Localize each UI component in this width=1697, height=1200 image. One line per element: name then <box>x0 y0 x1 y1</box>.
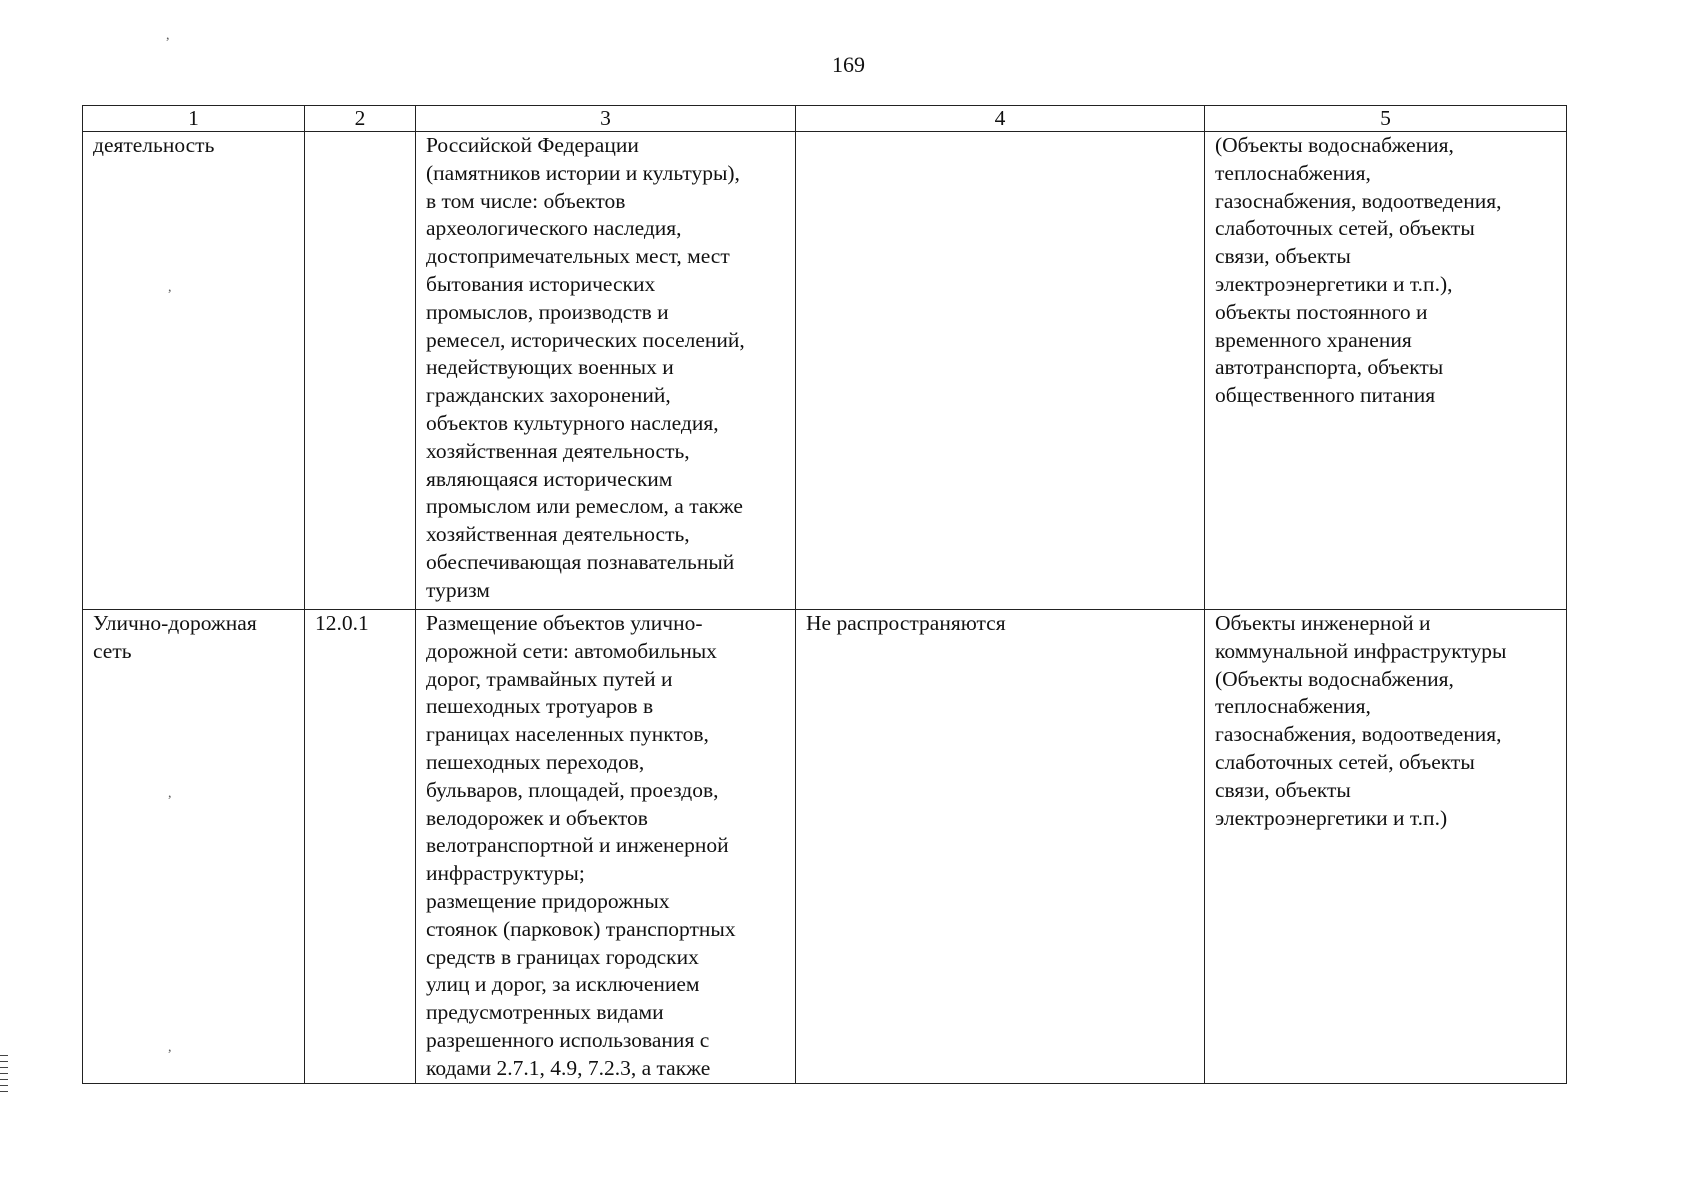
description-cell <box>416 132 796 610</box>
objects-text: (Объекты водоснабжения, теплоснабжения, газоснабжения, водоотведения, слаботочных сетей, объекты связи, объекты электроэнергетики и т.п.), объекты постоянного и временного хранения автотранспорта, объекты общественного питания <box>1215 133 1502 408</box>
objects-cell <box>1205 610 1567 1084</box>
table-row <box>83 610 1567 1084</box>
parameters-text: Не распространяются <box>806 611 1006 635</box>
header-cell-4: 4 <box>796 106 1205 132</box>
objects-text: Объекты инженерной и коммунальной инфраструктуры (Объекты водоснабжения, теплоснабжения, газоснабжения, водоотведения, слаботочных сетей, объекты связи, объекты электроэнергетики и т.п.) <box>1215 611 1507 830</box>
header-cell-2: 2 <box>305 106 416 132</box>
parameters-cell <box>796 610 1205 1084</box>
scan-speck: , <box>168 280 172 295</box>
header-cell-1: 1 <box>83 106 305 132</box>
activity-name-cell <box>83 610 305 1084</box>
activity-name-text: деятельность <box>93 133 215 157</box>
table-row <box>83 132 1567 610</box>
activity-name-text: Улично-дорожная сеть <box>93 611 257 663</box>
table-header-row <box>83 106 1567 132</box>
code-text: 12.0.1 <box>315 611 369 635</box>
parameters-cell <box>796 132 1205 610</box>
description-text: Размещение объектов улично- дорожной сети: автомобильных дорог, трамвайных путей и пешеходных тротуаров в границах населенных пунктов, пешеходных переходов, бульваров, площадей, проездов, велодорожек и объектов велотранспортной и инженерной инфраструктуры; размещение придорожных стоянок (парковок) транспортных средств в границах городских улиц и дорог, за исключением предусмотренных видами разрешенного использования с кодами 2.7.1, 4.9, 7.2.3, а также <box>426 611 736 1080</box>
scan-speck: , <box>168 786 172 801</box>
code-cell <box>305 132 416 610</box>
document-table <box>82 105 1567 1084</box>
scan-speck: , <box>166 28 170 43</box>
page-number: 169 <box>832 52 865 77</box>
scan-edge-marks <box>0 1055 8 1095</box>
header-cell-5: 5 <box>1205 106 1567 132</box>
scan-speck: , <box>168 1040 172 1055</box>
activity-name-cell <box>83 132 305 610</box>
header-cell-3: 3 <box>416 106 796 132</box>
description-cell <box>416 610 796 1084</box>
code-cell <box>305 610 416 1084</box>
objects-cell <box>1205 132 1567 610</box>
description-text: Российской Федерации (памятников истории и культуры), в том числе: объектов археологического наследия, достопримечательных мест, мест бытования исторических промыслов, производств и ремесел, исторических поселений, недействующих военных и гражданских захоронений, объектов культурного наследия, хозяйственная деятельность, являющаяся историческим промыслом или ремеслом, а также хозяйственная деятельность, обеспечивающая познавательный туризм <box>426 133 745 602</box>
